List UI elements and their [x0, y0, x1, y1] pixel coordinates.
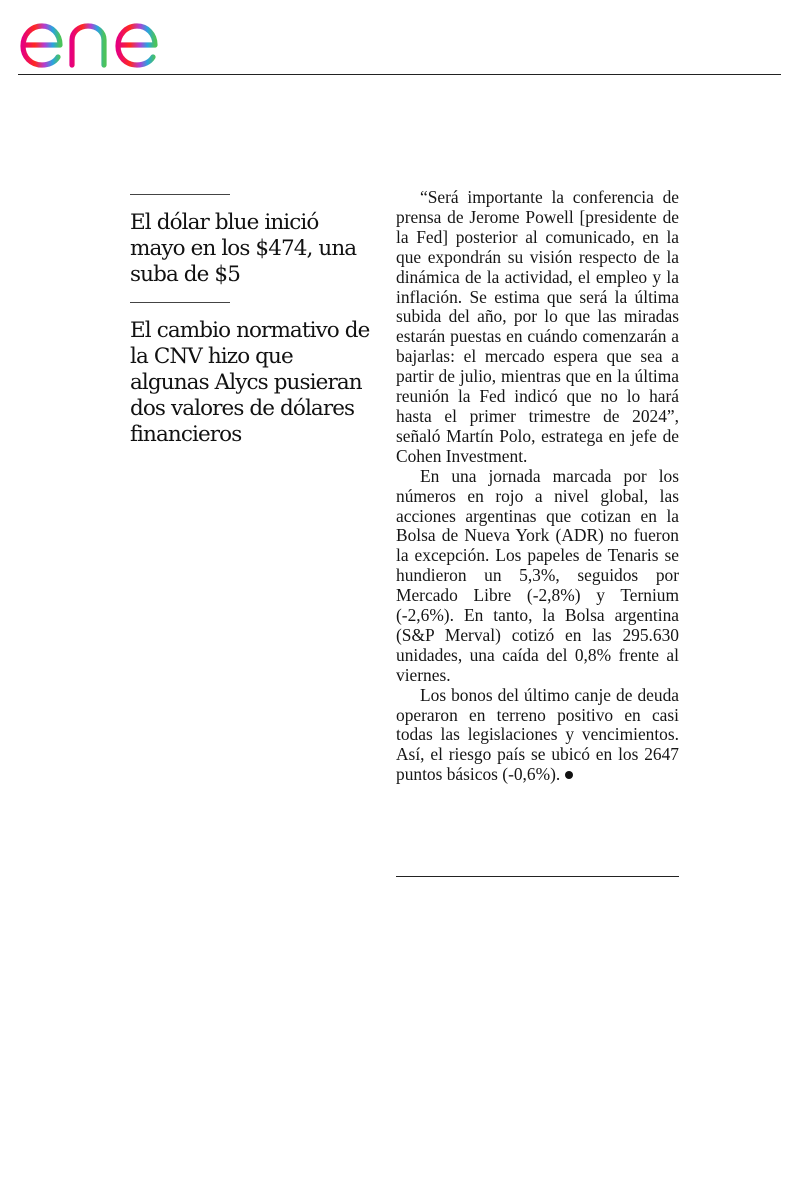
enel-logo[interactable]	[18, 4, 182, 70]
related-articles	[130, 194, 375, 462]
article-end-divider	[396, 876, 679, 877]
article-paragraph: “Será importante la conferencia de prensa de Jerome Powell [presidente de la Fed] posterior al comunicado, en la que expondrán su visión respecto de la dinámica de la actividad, el empleo y la inflación. Se estima que será la última subida del año, por lo que las miradas estarán puestas en cuándo comenzarán a bajarlas: el mercado espera que sea a partir de julio, mientras que en la última reunión la Fed indicó que no lo hará hasta el primer trimestre de 2024”, señaló Martín Polo, estratega en jefe de Cohen Investment.	[396, 187, 679, 466]
header-divider	[18, 74, 781, 75]
related-article-title[interactable]: El cambio normativo de la CNV hizo que algunas Alycs pusieran dos valores de dólares financieros	[130, 318, 370, 447]
end-of-article-bullet-icon	[565, 771, 573, 779]
article-body	[396, 188, 679, 785]
related-article-title[interactable]: El dólar blue inició mayo en los $474, una suba de $5	[130, 210, 357, 287]
article-paragraph: En una jornada marcada por los números en rojo a nivel global, las acciones argentinas que cotizan en la Bolsa de Nueva York (ADR) no fueron la excepción. Los papeles de Tenaris se hundieron un 5,3%, seguidos por Mercado Libre (-2,8%) y Ternium (-2,6%). En tanto, la Bolsa argentina (S&P Merval) cotizó en las 295.630 unidades, una caída del 0,8% frente al viernes.	[396, 465, 679, 685]
article-paragraph-text: Los bonos del último canje de deuda operaron en terreno positivo en casi todas las legislaciones y vencimientos. Así, el riesgo país se ubicó en los 2647 puntos básicos (-0,6%).	[396, 684, 679, 785]
related-article[interactable]	[130, 302, 375, 448]
article-paragraph	[396, 686, 679, 786]
related-article[interactable]	[130, 194, 375, 288]
